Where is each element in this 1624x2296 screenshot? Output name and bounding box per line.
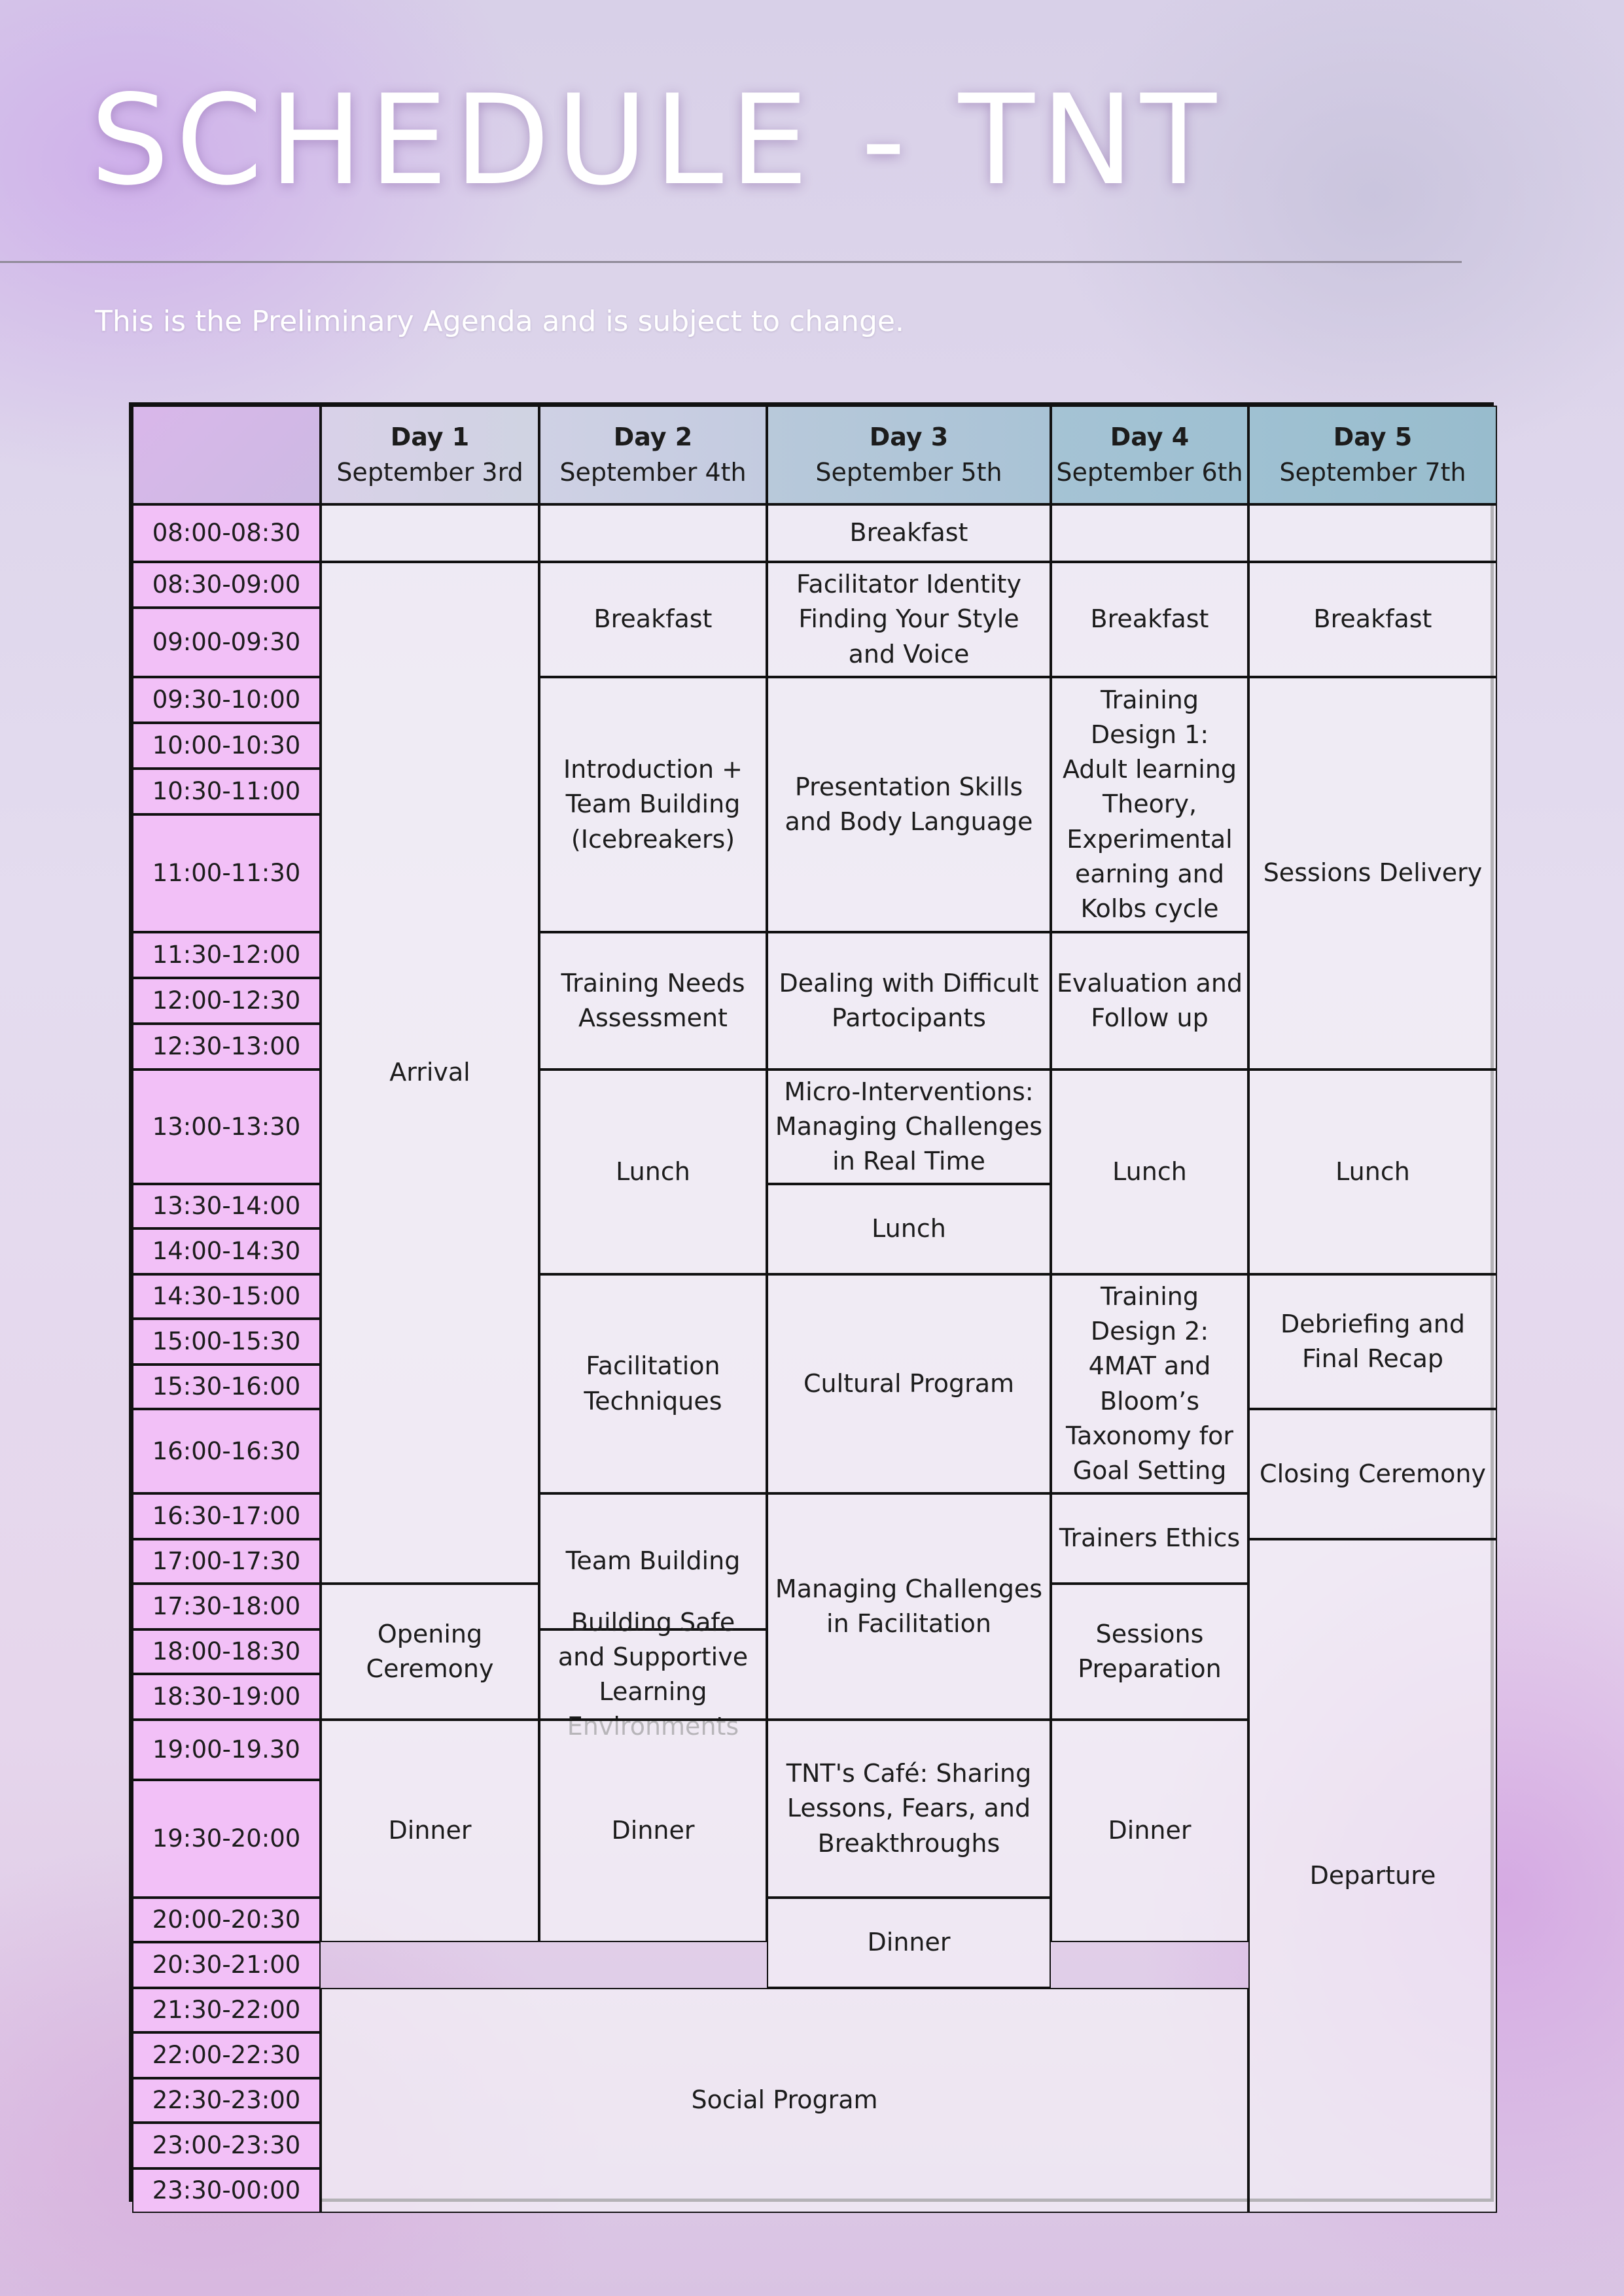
session-debriefing: Debriefing and Final Recap xyxy=(1248,1274,1497,1409)
session-breakfast: Breakfast xyxy=(1051,562,1248,677)
day-label: Day 4 xyxy=(1110,423,1190,452)
session-training-design-1: Training Design 1: Adult learning Theory, Experimental earning and Kolbs cycle xyxy=(1051,677,1248,932)
session-lunch: Lunch xyxy=(1248,1070,1497,1274)
session-tnt-cafe: TNT's Café: Sharing Lessons, Fears, and Breakthroughs xyxy=(767,1720,1051,1898)
time-slot: 10:00-10:30 xyxy=(132,723,321,769)
day-label: Day 1 xyxy=(390,423,470,452)
empty-slot xyxy=(539,504,767,562)
time-slot: 16:30-17:00 xyxy=(132,1493,321,1539)
time-slot: 22:00-22:30 xyxy=(132,2032,321,2078)
session-training-needs: Training Needs Assessment xyxy=(539,932,767,1070)
session-dinner: Dinner xyxy=(539,1720,767,1942)
session-lunch: Lunch xyxy=(767,1184,1051,1274)
session-training-design-2: Training Design 2: 4MAT and Bloom’s Taxonomy for Goal Setting xyxy=(1051,1274,1248,1493)
time-slot: 08:00-08:30 xyxy=(132,504,321,562)
time-slot: 22:30-23:00 xyxy=(132,2078,321,2123)
session-dinner: Dinner xyxy=(767,1898,1051,1988)
time-slot: 09:30-10:00 xyxy=(132,677,321,723)
session-facilitator-identity: Facilitator Identity Finding Your Style and Voice xyxy=(767,562,1051,677)
session-team-building: Team Building xyxy=(539,1493,767,1629)
session-difficult-participants: Dealing with Difficult Partocipants xyxy=(767,932,1051,1070)
session-presentation-skills: Presentation Skills and Body Language xyxy=(767,677,1051,932)
time-slot: 16:00-16:30 xyxy=(132,1409,321,1493)
empty-slot xyxy=(1248,504,1497,562)
schedule-table xyxy=(129,402,1494,2205)
session-introduction: Introduction + Team Building (Icebreakers) xyxy=(539,677,767,932)
day-date: September 6th xyxy=(1056,457,1243,487)
time-slot: 23:30-00:00 xyxy=(132,2168,321,2213)
session-managing-challenges: Managing Challenges in Facilitation xyxy=(767,1493,1051,1720)
agenda-disclaimer: This is the Preliminary Agenda and is subject to change. xyxy=(95,305,904,338)
time-slot: 20:00-20:30 xyxy=(132,1898,321,1942)
time-slot: 10:30-11:00 xyxy=(132,769,321,814)
time-slot: 13:00-13:30 xyxy=(132,1070,321,1184)
page-title: SCHEDULE - TNT xyxy=(90,68,1224,213)
day-header xyxy=(1051,406,1248,504)
time-slot: 09:00-09:30 xyxy=(132,608,321,677)
session-safe-environments: and Supportive Learning xyxy=(539,1629,767,1720)
time-slot: 21:30-22:00 xyxy=(132,1988,321,2032)
time-slot: 13:30-14:00 xyxy=(132,1184,321,1228)
time-slot: 18:00-18:30 xyxy=(132,1629,321,1674)
time-slot: 08:30-09:00 xyxy=(132,562,321,608)
session-sessions-preparation: Sessions Preparation xyxy=(1051,1584,1248,1720)
day-label: Day 3 xyxy=(869,423,949,452)
session-closing-ceremony: Closing Ceremony xyxy=(1248,1409,1497,1539)
time-slot: 11:00-11:30 xyxy=(132,814,321,932)
time-slot: 12:00-12:30 xyxy=(132,978,321,1024)
day-header xyxy=(767,406,1051,504)
empty-slot xyxy=(1051,504,1248,562)
time-slot: 23:00-23:30 xyxy=(132,2123,321,2168)
session-social-program: Social Program xyxy=(321,1988,1248,2213)
session-breakfast: Breakfast xyxy=(1248,562,1497,677)
empty-slot xyxy=(321,504,539,562)
day-label: Day 5 xyxy=(1333,423,1413,452)
time-slot: 11:30-12:00 xyxy=(132,932,321,978)
session-micro-interventions: Micro-Interventions: Managing Challenges in Real Time xyxy=(767,1070,1051,1184)
day-date: September 5th xyxy=(815,457,1002,487)
time-slot: 12:30-13:00 xyxy=(132,1024,321,1070)
session-arrival: Arrival xyxy=(321,562,539,1584)
day-header xyxy=(539,406,767,504)
day-label: Day 2 xyxy=(613,423,693,452)
time-slot: 14:30-15:00 xyxy=(132,1274,321,1319)
session-lunch: Lunch xyxy=(1051,1070,1248,1274)
session-lunch: Lunch xyxy=(539,1070,767,1274)
session-breakfast: Breakfast xyxy=(539,562,767,677)
time-slot: 14:00-14:30 xyxy=(132,1228,321,1274)
session-sessions-delivery: Sessions Delivery xyxy=(1248,677,1497,1070)
time-slot: 15:00-15:30 xyxy=(132,1319,321,1365)
day-header xyxy=(321,406,539,504)
day-header xyxy=(1248,406,1497,504)
time-slot: 17:00-17:30 xyxy=(132,1539,321,1584)
time-slot: 19:00-19.30 xyxy=(132,1720,321,1780)
session-opening-ceremony: Opening Ceremony xyxy=(321,1584,539,1720)
session-cultural-program: Cultural Program xyxy=(767,1274,1051,1493)
day-date: September 4th xyxy=(559,457,747,487)
session-breakfast: Breakfast xyxy=(767,504,1051,562)
time-slot: 17:30-18:00 xyxy=(132,1584,321,1629)
session-dinner: Dinner xyxy=(321,1720,539,1942)
time-slot: 20:30-21:00 xyxy=(132,1942,321,1988)
title-divider xyxy=(0,261,1462,263)
time-slot: 15:30-16:00 xyxy=(132,1365,321,1409)
session-facilitation-techniques: Facilitation Techniques xyxy=(539,1274,767,1493)
day-date: September 3rd xyxy=(336,457,523,487)
session-trainers-ethics: Trainers Ethics xyxy=(1051,1493,1248,1584)
session-dinner: Dinner xyxy=(1051,1720,1248,1942)
day-date: September 7th xyxy=(1279,457,1466,487)
time-slot: 18:30-19:00 xyxy=(132,1674,321,1720)
time-slot: 19:30-20:00 xyxy=(132,1780,321,1898)
table-corner xyxy=(132,406,321,504)
session-evaluation: Evaluation and Follow up xyxy=(1051,932,1248,1070)
session-departure: Departure xyxy=(1248,1539,1497,2213)
